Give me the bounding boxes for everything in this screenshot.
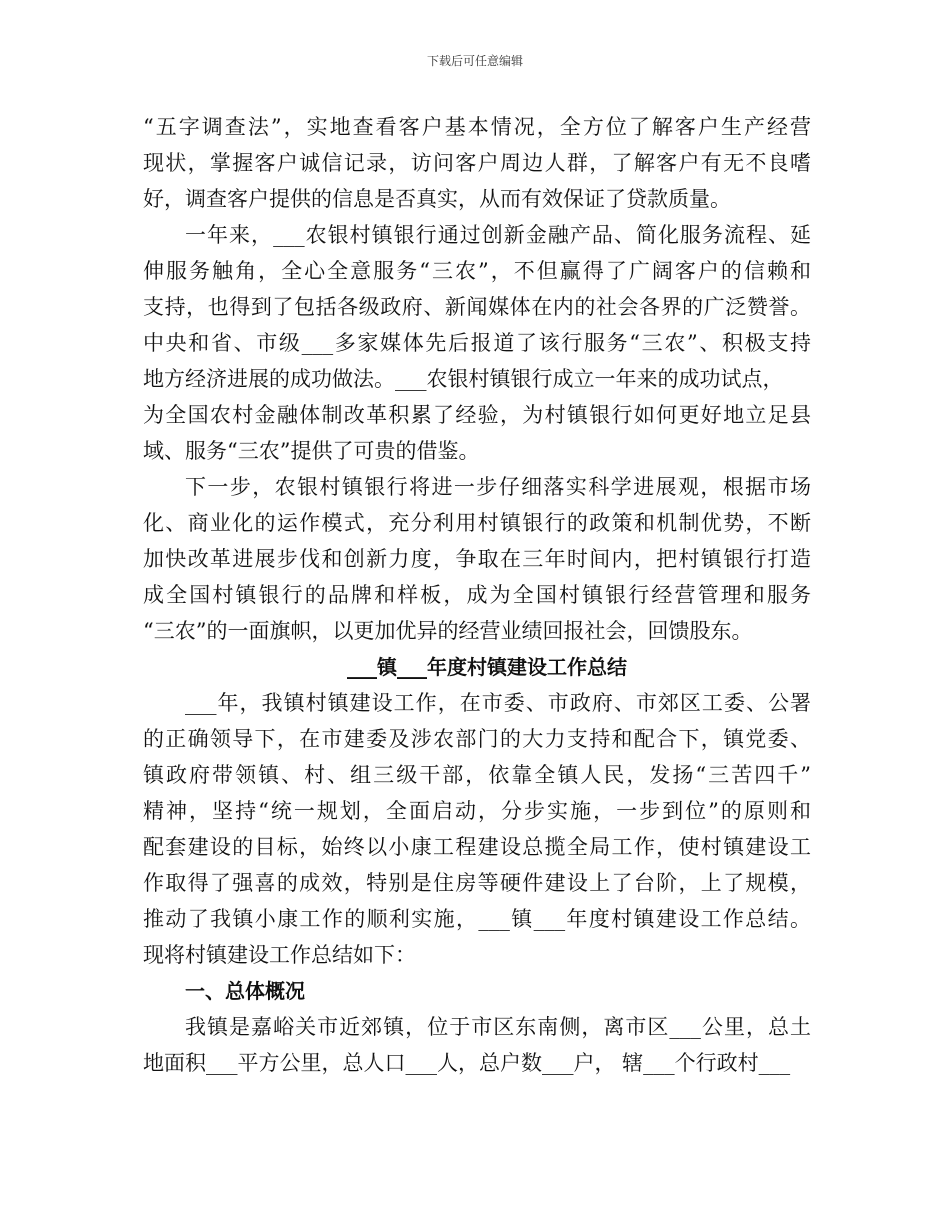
document-body — [143, 109, 811, 1081]
paragraph-line: 推动了我镇小康工作的顺利实施，___镇___年度村镇建设工作总结。 — [143, 907, 811, 931]
paragraph-line: 中央和省、市级___多家媒体先后报道了该行服务“三农”、积极支持 — [143, 331, 811, 355]
paragraph-line: 配套建设的目标，始终以小康工程建设总揽全局工作，使村镇建设工 — [143, 835, 811, 859]
paragraph-4 — [143, 685, 811, 973]
paragraph-line: 伸服务触角，全心全意服务“三农”，不但赢得了广阔客户的信赖和 — [143, 259, 811, 283]
paragraph-2 — [143, 217, 811, 469]
paragraph-line: 地面积___平方公里，总人口___人，总户数___户， 辖___个行政村___ — [143, 1051, 791, 1075]
paragraph-5 — [143, 1009, 811, 1081]
paragraph-line: 化、商业化的运作模式，充分利用村镇银行的政策和机制优势，不断 — [143, 511, 811, 535]
paragraph-line: 下一步，农银村镇银行将进一步仔细落实科学进展观，根据市场 — [185, 475, 811, 499]
paragraph-line: 镇政府带领镇、村、组三级干部，依靠全镇人民，发扬“三苦四千” — [143, 763, 811, 787]
section-title: ___镇___年度村镇建设工作总结 — [347, 655, 627, 679]
paragraph-line: 地方经济进展的成功做法。___农银村镇银行成立一年来的成功试点， — [143, 367, 784, 391]
paragraph-line: 现将村镇建设工作总结如下： — [143, 943, 416, 967]
paragraph-line: 加快改革进展步伐和创新力度，争取在三年时间内，把村镇银行打造 — [143, 547, 811, 571]
paragraph-line: 的正确领导下，在市建委及涉农部门的大力支持和配合下，镇党委、 — [143, 727, 811, 751]
paragraph-line: 现状，掌握客户诚信记录，访问客户周边人群，了解客户有无不良嗜 — [143, 151, 811, 175]
page-header: 下载后可任意编辑 — [426, 54, 523, 68]
paragraph-line: “五字调查法”，实地查看客户基本情况，全方位了解客户生产经营 — [143, 115, 811, 139]
paragraph-line: 一年来，___农银村镇银行通过创新金融产品、简化服务流程、延 — [185, 223, 811, 247]
paragraph-3 — [143, 469, 811, 649]
paragraph-1 — [143, 109, 811, 217]
paragraph-line: 域、服务“三农”提供了可贵的借鉴。 — [143, 439, 480, 463]
paragraph-line: 我镇是嘉峪关市近郊镇，位于市区东南侧，离市区___公里，总土 — [185, 1015, 811, 1039]
section-heading: 一、总体概况 — [185, 979, 305, 1003]
paragraph-line: 为全国农村金融体制改革积累了经验，为村镇银行如何更好地立足县 — [143, 403, 811, 427]
paragraph-line: “三农”的一面旗帜，以更加优异的经营业绩回报社会，回馈股东。 — [143, 619, 753, 643]
paragraph-line: 支持，也得到了包括各级政府、新闻媒体在内的社会各界的广泛赞誉。 — [143, 295, 811, 319]
paragraph-line: ___年，我镇村镇建设工作，在市委、市政府、市郊区工委、公署 — [185, 691, 811, 715]
paragraph-line: 作取得了强喜的成效，特别是住房等硬件建设上了台阶，上了规模， — [143, 871, 811, 895]
paragraph-line: 精神，坚持“统一规划，全面启动，分步实施，一步到位”的原则和 — [143, 799, 811, 823]
paragraph-line: 好，调查客户提供的信息是否真实，从而有效保证了贷款质量。 — [143, 187, 731, 211]
paragraph-line: 成全国村镇银行的品牌和样板，成为全国村镇银行经营管理和服务 — [143, 583, 811, 607]
